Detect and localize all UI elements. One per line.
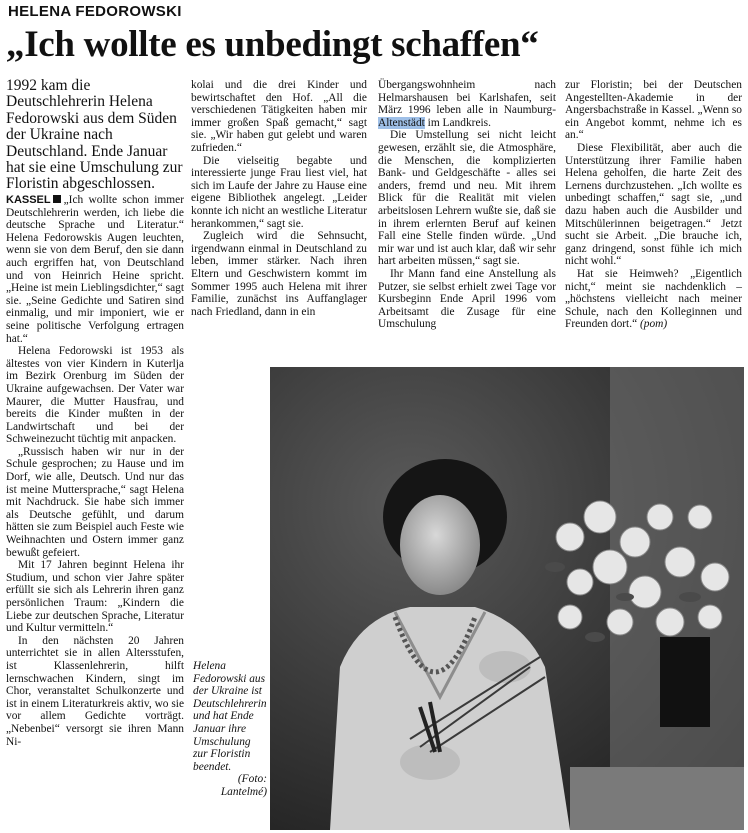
column-2 [191,79,367,318]
highlighted-word[interactable]: Altenstädt [378,116,425,129]
col1-paragraph-5: In den nächsten 20 Jahren unterrichtet sie in allen Altersstufen, ist Klassenlehrerin, hilft lernschwachen Kindern, singt im Chor, veranstaltet Schulkonzerte und ist in einem Literaturkreis aktiv, wo sie vor allem Gedichte vorträgt. „Nebenbei“ versorgt sie ihren Mann Ni- [6,634,184,748]
dateline: KASSEL [6,194,51,206]
column-3 [378,79,556,331]
square-bullet-icon [53,195,61,203]
column-1 [6,194,184,748]
col3-paragraph-2: Die Umstellung sei nicht leicht gewesen, erzählt sie, die Atmosphäre, die Menschen, die komplizierten Bank- und Geldgeschäfte - alles sei anders, fremd und neu. Mit ihrem Blick für die Realität mit vielen arbeitslosen Lehrern wußte sie, daß sie in ihrem erlernten Beruf auf keinen Fall eine Stelle finden würde. „Und mir war und ist auch klar, daß wir sehr hart arbeiten müssen,“ sagt sie. [378,129,556,268]
col1-paragraph-4: Mit 17 Jahren beginnt Helena ihr Studium, und schon vier Jahre später erfüllt sie sich als Lehrerin ihren ganz persönlichen Traum: „Kindern die Liebe zur deutschen Sprache, Literatur und Kultur vermitteln.“ [6,559,184,635]
col4-paragraph-2: Diese Flexibilität, aber auch die Unterstützung ihrer Familie haben Helena geholfen, die harte Zeit des Lernens durchzustehen. „Ich wollte es unbedingt schaffen,“ sagt sie, „und dazu haben auch die Ausbilder und Mitschülerinnen beigetragen.“ Jetzt sucht sie Arbeit. „Die brauche ich, ganz dringend, sonst fühle ich mich nicht wohl.“ [565,141,742,268]
col1-paragraph-3: „Russisch haben wir nur in der Schule gesprochen; zu Hause und im Dorf, wie alle, Deutsch. Und nur das ist meine Muttersprache,“ sagt Helena mit Nachdruck. Sie habe sich immer als Deutsche gefühlt, und darum hätten sie zum Beispiel auch Feste wie Weihnachten und Ostern immer ganz bewußt gefeiert. [6,445,184,559]
headline: „Ich wollte es unbedingt schaffen“ [6,24,539,65]
col1-paragraph-1: KASSEL „Ich wollte schon immer Deutschlehrerin werden, ich liebe die deutsche Sprache und Literatur.“ Helena Fedorowskis Augen leuchten, wenn sie von dem Beruf, den sie dann auch ergriffen hat, von Deutschland und von Heinrich Heine spricht. „Heine ist mein Lieblingsdichter,“ sagt sie. „Seine Gedichte und Satiren sind einmalig, und mir imponiert, wie er seine politische Verfolgung ertragen hat.“ [6,194,184,345]
caption-text: Helena Fedorowski aus der Ukraine ist Deutschlehrerin und hat Ende Januar ihre Umschulung zur Floristin beendet. [193,660,267,773]
col3-paragraph-3: Ihr Mann fand eine Anstellung als Putzer, sie selbst erhielt zwei Tage vor Kursbeginn Ende April 1996 vom Arbeitsamt die Zusage für eine Umschulung [378,267,556,331]
col2-paragraph-1: kolai und die drei Kinder und bewirtschaftet den Hof. „All die verschiedenen Tätigkeiten haben mir immer großen Spaß gemacht,“ sagt sie. „Wir haben gut gelebt und waren zufrieden.“ [191,79,367,154]
article-photo [270,367,744,830]
col1-paragraph-2: Helena Fedorowski ist 1953 als ältestes von vier Kindern in Kuterlja im Bezirk Orenburg im Süden der Ukraine aufgewachsen. Der Vater war Maurer, die Mutter Hausfrau, und bereits die Kinder mußten in der Landwirtschaft und bei der Schweinezucht tüchtig mit anpacken. [6,345,184,446]
kicker: HELENA FEDOROWSKI [8,3,182,20]
col4-paragraph-1: zur Floristin; bei der Deutschen Angestellten-Akademie in der Angersbachstraße in Kassel. „Wenn so ein Angebot kommt, nehme ich es an.“ [565,79,742,142]
florist-photo-illustration [270,367,744,830]
lead-paragraph: 1992 kam die Deutschlehrerin Helena Fedorowski aus dem Süden der Ukraine nach Deutschland. Ende Januar hat sie eine Umschulung zur Floristin abgeschlossen. [6,77,183,193]
photo-caption [193,660,267,799]
col3-paragraph-1: Übergangswohnheim nach Helmarshausen bei Karlshafen, seit März 1996 leben alle in Naumburg-Altenstädt im Landkreis. [378,79,556,129]
column-4 [565,79,742,331]
author-signature: (pom) [639,318,668,331]
col4-paragraph-3: Hat sie Heimweh? „Eigentlich nicht,“ meint sie nachdenklich – „höchstens vielleicht nach meiner Schule, nach den Kolleginnen und Freunden dort.“ (pom) [565,267,742,331]
col2-paragraph-2: Die vielseitig begabte und interessierte junge Frau liest viel, hat sich im Laufe der Jahre zu Hause eine eigene Bibliothek angelegt. „Leider konnte ich nicht an westliche Literatur herankommen,“ sagt sie. [191,154,367,230]
photo-credit: (Foto: Lantelmé) [220,773,267,798]
col2-paragraph-3: Zugleich wird die Sehnsucht, irgendwann einmal in Deutschland zu leben, immer stärker. Nach ihren Eltern und Geschwistern kommt im Sommer 1995 auch Helena mit ihrer Familie, zunächst ins Auffanglager nach Friedland, dann in ein [191,230,367,318]
